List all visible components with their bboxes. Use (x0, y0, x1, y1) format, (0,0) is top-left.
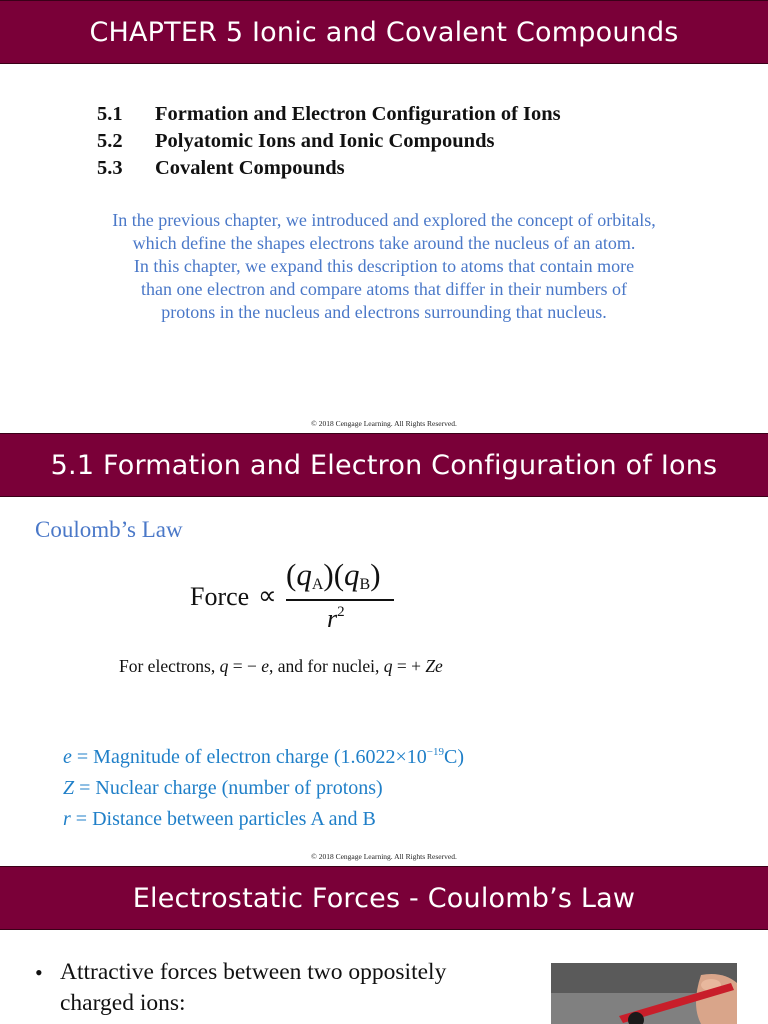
def-symbol: r (63, 808, 71, 830)
toc-label: Covalent Compounds (155, 157, 345, 179)
proportional-symbol: ∝ (258, 581, 277, 610)
exponent: 2 (337, 604, 345, 620)
def-symbol: Z (63, 777, 75, 799)
def-tail: C) (443, 746, 464, 768)
copyright-notice: © 2018 Cengage Learning. All Rights Reserved. (311, 419, 457, 428)
text-fragment: , and for nuclei, (269, 656, 384, 676)
subscript-a: A (311, 576, 324, 593)
toc-item[interactable] (97, 155, 561, 182)
toc-item[interactable] (97, 101, 561, 128)
slide2-title: 5.1 Formation and Electron Configuration of Ions (50, 449, 718, 481)
section-heading: Coulomb’s Law (35, 517, 183, 542)
def-text: = Magnitude of electron charge (1.6022×10 (71, 746, 427, 768)
fraction-bar (286, 599, 394, 601)
intro-line: which define the shapes electrons take around the nucleus of an atom. (132, 233, 636, 253)
intro-line: In the previous chapter, we introduced and explored the concept of orbitals, (112, 210, 656, 230)
toc-number: 5.2 (97, 130, 123, 152)
chapter-intro-paragraph (100, 209, 668, 324)
intro-line: protons in the nucleus and electrons surrounding that nucleus. (161, 302, 607, 322)
definition-item (63, 737, 464, 773)
text-fragment: For electrons, (119, 656, 220, 676)
charge-definition-line (119, 656, 443, 677)
slide3-title-banner (0, 866, 768, 930)
slide2-title-banner (0, 433, 768, 497)
toc-label: Polyatomic Ions and Ionic Compounds (155, 130, 495, 152)
subscript-b: B (359, 576, 371, 593)
intro-line: In this chapter, we expand this description to atoms that contain more (133, 256, 635, 276)
charge-symbol: q (344, 557, 360, 592)
formula-force: Force (190, 582, 250, 611)
slide1-title: CHAPTER 5 Ionic and Covalent Compounds (89, 16, 679, 48)
ion-attraction-photo (551, 963, 737, 1024)
table-of-contents (97, 101, 561, 182)
intro-line: than one electron and compare atoms that differ in their numbers of (141, 279, 627, 299)
charge-symbol: q (219, 656, 229, 676)
toc-number: 5.3 (97, 157, 123, 179)
distance-symbol: r (327, 604, 338, 633)
text-fragment: = − (228, 656, 262, 676)
def-symbol: e (63, 746, 72, 768)
definition-item (63, 804, 464, 835)
text-fragment: = + (392, 656, 426, 676)
toc-label: Formation and Electron Configuration of Ions (155, 103, 561, 125)
definition-item (63, 773, 464, 804)
toc-item[interactable] (97, 128, 561, 155)
nuclear-charge-symbol: Ze (425, 656, 443, 676)
slide3-title: Electrostatic Forces - Coulomb’s Law (132, 882, 636, 914)
slide1-title-banner (0, 0, 768, 64)
def-text: = Nuclear charge (number of protons) (74, 777, 383, 799)
bullet-text: Attractive forces between two oppositely charged ions: (60, 959, 447, 1016)
copyright-notice: © 2018 Cengage Learning. All Rights Reserved. (311, 852, 457, 861)
charge-symbol: q (383, 656, 393, 676)
bullet-point (35, 957, 500, 1019)
charge-symbol: q (296, 557, 312, 592)
def-exponent: −19 (426, 746, 444, 758)
toc-number: 5.1 (97, 103, 123, 125)
coulomb-formula (190, 557, 430, 637)
electron-charge-symbol: e (261, 656, 270, 676)
photo-illustration (551, 963, 737, 1024)
variable-definitions (63, 737, 464, 835)
formula-numerator: $(q_A)(q_B)$ (286, 557, 381, 593)
bullet-icon: • (35, 960, 43, 985)
def-text: = Distance between particles A and B (70, 808, 376, 830)
formula-denominator (327, 604, 345, 634)
